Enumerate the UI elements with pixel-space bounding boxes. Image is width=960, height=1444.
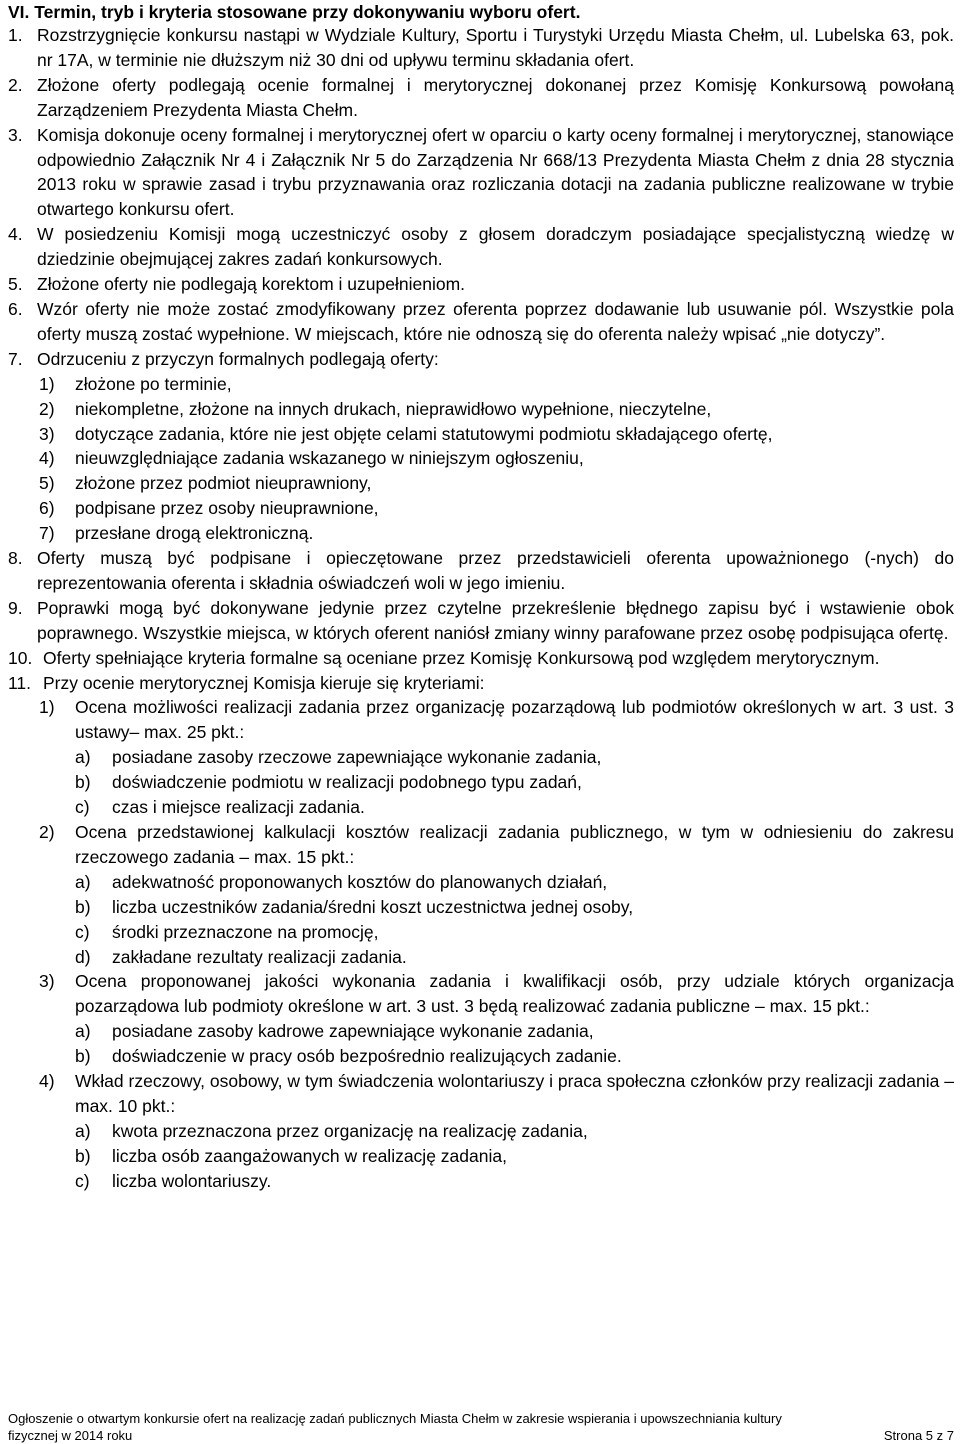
section-item-text: Złożone oferty nie podlegają korektom i uzupełnieniom. xyxy=(37,274,466,295)
section-item-text: W posiedzeniu Komisji mogą uczestniczyć osoby z głosem doradczym posiadające specjalistyczną wiedzę w dziedzinie obejmującej zakres zadań konkursowych. xyxy=(37,224,954,270)
section-item-text: Rozstrzygnięcie konkursu nastąpi w Wydziale Kultury, Sportu i Turystyki Urzędu Miasta Chełm, ul. Lubelska 63, pok. nr 17A, w terminie nie dłuższym niż 30 dni od upływu terminu składania ofert. xyxy=(37,25,954,70)
section-item-text: Komisja dokonuje oceny formalnej i merytorycznej ofert w oparciu o karty oceny formalnej i merytorycznej, stanowiące odpowiednio Załącznik Nr 4 i Załącznik Nr 5 do Zarządzenia Nr 668/13 Prezydenta Miasta Chełm z dnia 28 stycznia 2013 roku w sprawie zasad i trybu przyznawania oraz rozliczania dotacji na zadania publiczne realizowane w trybie otwartego konkursu ofert. xyxy=(37,124,954,220)
section-item-number: 8. xyxy=(8,548,23,569)
footer-title-cont: fizycznej w 2014 roku xyxy=(8,1428,133,1443)
footer-title: Ogłoszenie o otwartym konkursie ofert na realizację zadań publicznych Miasta Chełm w zakresie wspierania i upowszechniania kultury xyxy=(8,1411,782,1426)
sub-sub-item-number: a) xyxy=(75,1120,91,1141)
sub-sub-item-text: posiadane zasoby rzeczowe zapewniające wykonanie zadania, xyxy=(112,747,602,768)
section-item xyxy=(8,73,954,123)
sub-item-text: podpisane przez osoby nieuprawnione, xyxy=(75,498,379,519)
sub-item xyxy=(8,820,954,870)
sub-sub-item-number: c) xyxy=(75,1170,90,1191)
section-item-text: Poprawki mogą być dokonywane jedynie przez czytelne przekreślenie błędnego zapisu być i wstawienie obok poprawnego. Wszystkie miejsca, w których oferent naniósł zmiany winny parafowane przez osobę podpisująca ofertę. xyxy=(37,597,954,643)
sub-item-text: niekompletne, złożone na innych drukach, nieprawidłowo wypełnione, nieczytelne, xyxy=(75,398,712,419)
sub-item-number: 4) xyxy=(39,448,55,469)
sub-item-text: Ocena proponowanej jakości wykonania zadania i kwalifikacji osób, przy udziale których organizacja pozarządowa lub podmioty określone w art. 3 ust. 3 będą realizować zadania publiczne – max. 15 pkt.: xyxy=(75,971,954,1017)
sub-sub-item-text: liczba osób zaangażowanych w realizację zadania, xyxy=(112,1145,507,1166)
sub-sub-item-text: adekwatność proponowanych kosztów do planowanych działań, xyxy=(112,871,608,892)
sub-sub-item-number: d) xyxy=(75,946,91,967)
sub-item-text: Ocena przedstawionej kalkulacji kosztów realizacji zadania publicznego, w tym w odniesieniu do zakresu rzeczowego zadania – max. 15 pkt.: xyxy=(75,822,954,867)
section-item xyxy=(8,596,954,646)
sub-item-number: 5) xyxy=(39,473,55,494)
sub-sub-item-text: środki przeznaczone na promocję, xyxy=(112,921,379,942)
page-number: Strona 5 z 7 xyxy=(883,1428,954,1443)
sub-item-number: 6) xyxy=(39,498,55,519)
sub-item xyxy=(8,397,954,422)
section-item-text: Odrzuceniu z przyczyn formalnych podlegają oferty: xyxy=(37,348,439,369)
sub-sub-item xyxy=(8,870,954,895)
section-item-number: 10. xyxy=(8,647,33,668)
sub-item xyxy=(8,422,954,447)
sub-item xyxy=(8,695,954,745)
sub-item-number: 2) xyxy=(39,822,55,842)
sub-item-text: złożone po terminie, xyxy=(75,373,232,394)
sub-sub-item-text: liczba uczestników zadania/średni koszt uczestnictwa jednej osoby, xyxy=(112,896,634,917)
sub-sub-item-text: zakładane rezultaty realizacji zadania. xyxy=(112,946,407,967)
section-item-text: Przy ocenie merytorycznej Komisja kieruje się kryteriami: xyxy=(43,672,485,693)
sub-sub-item xyxy=(8,1169,954,1194)
sub-sub-item-number: a) xyxy=(75,747,91,768)
section-item xyxy=(8,671,954,696)
sub-sub-item-number: a) xyxy=(75,871,91,892)
footer-row xyxy=(8,1427,954,1444)
sub-sub-item-number: c) xyxy=(75,921,90,942)
section-item-number: 3. xyxy=(8,124,23,145)
sub-item-text: złożone przez podmiot nieuprawniony, xyxy=(75,473,372,494)
sub-sub-item-number: c) xyxy=(75,797,90,818)
sub-item-number: 3) xyxy=(39,971,55,992)
section-item-text: Oferty spełniające kryteria formalne są oceniane przez Komisję Konkursową pod względem merytorycznym. xyxy=(43,647,880,668)
section-item-number: 11. xyxy=(8,672,32,693)
sub-sub-item-number: b) xyxy=(75,896,91,917)
section-item-number: 2. xyxy=(8,74,23,95)
sub-sub-item-text: posiadane zasoby kadrowe zapewniające wykonanie zadania, xyxy=(112,1021,594,1042)
document-body xyxy=(8,0,954,1194)
section-item xyxy=(8,222,954,272)
sub-item xyxy=(8,372,954,397)
sub-item-text: Wkład rzeczowy, osobowy, w tym świadczenia wolontariuszy i praca społeczna członków przy realizacji zadania – max. 10 pkt.: xyxy=(75,1071,954,1116)
sub-sub-item xyxy=(8,1044,954,1069)
section-item xyxy=(8,297,954,347)
section-heading: VI. Termin, tryb i kryteria stosowane przy dokonywaniu wyboru ofert. xyxy=(8,2,581,22)
sub-item-text: nieuwzględniające zadania wskazanego w niniejszym ogłoszeniu, xyxy=(75,448,584,469)
sub-item xyxy=(8,471,954,496)
sub-item xyxy=(8,496,954,521)
sub-sub-item-text: czas i miejsce realizacji zadania. xyxy=(112,797,365,818)
section-item-text: Oferty muszą być podpisane i opieczętowane przez przedstawicieli oferenta upoważnionego (-nych) do reprezentowania oferenta i składnia oświadczeń woli w jego imieniu. xyxy=(37,548,954,593)
section-item-number: 9. xyxy=(8,597,23,618)
sub-item-number: 4) xyxy=(39,1071,55,1092)
section-item xyxy=(8,546,954,596)
sub-sub-item-number: b) xyxy=(75,1046,91,1067)
sub-sub-item xyxy=(8,895,954,920)
sub-sub-item-text: doświadczenie podmiotu w realizacji podobnego typu zadań, xyxy=(112,772,582,793)
sub-sub-item-number: b) xyxy=(75,772,91,793)
sub-sub-item-text: liczba wolontariuszy. xyxy=(112,1170,272,1191)
section-item xyxy=(8,272,954,297)
section-item-text: Złożone oferty podlegają ocenie formalnej i merytorycznej dokonanej przez Komisję Konkursową powołaną Zarządzeniem Prezydenta Miasta Chełm. xyxy=(37,74,954,120)
sub-item-number: 7) xyxy=(39,523,55,544)
section-item-number: 4. xyxy=(8,224,23,245)
section-item-text: Wzór oferty nie może zostać zmodyfikowany przez oferenta poprzez dodawanie lub usuwanie pól. Wszystkie pola oferty muszą zostać wypełnione. W miejscach, które nie odnoszą się do oferenta należy wpisać „nie dotyczy”. xyxy=(37,298,954,344)
sub-sub-item-text: doświadczenie w pracy osób bezpośrednio realizujących zadanie. xyxy=(112,1046,622,1067)
sub-sub-item xyxy=(8,770,954,795)
section-item-number: 5. xyxy=(8,274,23,295)
section-item xyxy=(8,347,954,372)
sub-sub-item-number: a) xyxy=(75,1021,91,1042)
sub-sub-item-text: kwota przeznaczona przez organizację na realizację zadania, xyxy=(112,1120,588,1141)
sub-sub-item xyxy=(8,795,954,820)
sub-item xyxy=(8,521,954,546)
sub-item-number: 1) xyxy=(39,373,55,394)
sub-sub-item-number: b) xyxy=(75,1145,91,1166)
sub-item-number: 2) xyxy=(39,398,55,419)
criteria-list xyxy=(8,23,954,1194)
sub-sub-item xyxy=(8,1119,954,1144)
section-item xyxy=(8,123,954,223)
sub-item-text: przesłane drogą elektroniczną. xyxy=(75,523,314,544)
sub-sub-item xyxy=(8,1019,954,1044)
sub-item-number: 1) xyxy=(39,697,55,718)
section-item-number: 1. xyxy=(8,25,23,45)
sub-sub-item xyxy=(8,945,954,970)
sub-item-number: 3) xyxy=(39,423,55,444)
sub-sub-item xyxy=(8,1144,954,1169)
sub-item-text: Ocena możliwości realizacji zadania przez organizację pozarządową lub podmiotów określonych w art. 3 ust. 3 ustawy– max. 25 pkt.: xyxy=(75,697,954,743)
sub-item xyxy=(8,1069,954,1119)
section-item xyxy=(8,646,954,671)
section-item-number: 7. xyxy=(8,348,23,369)
section-item xyxy=(8,23,954,73)
sub-item xyxy=(8,969,954,1019)
section-item-number: 6. xyxy=(8,298,23,319)
sub-sub-item xyxy=(8,920,954,945)
sub-sub-item xyxy=(8,745,954,770)
page-footer xyxy=(8,1410,954,1444)
sub-item-text: dotyczące zadania, które nie jest objęte celami statutowymi podmiotu składającego ofertę, xyxy=(75,423,773,444)
sub-item xyxy=(8,446,954,471)
